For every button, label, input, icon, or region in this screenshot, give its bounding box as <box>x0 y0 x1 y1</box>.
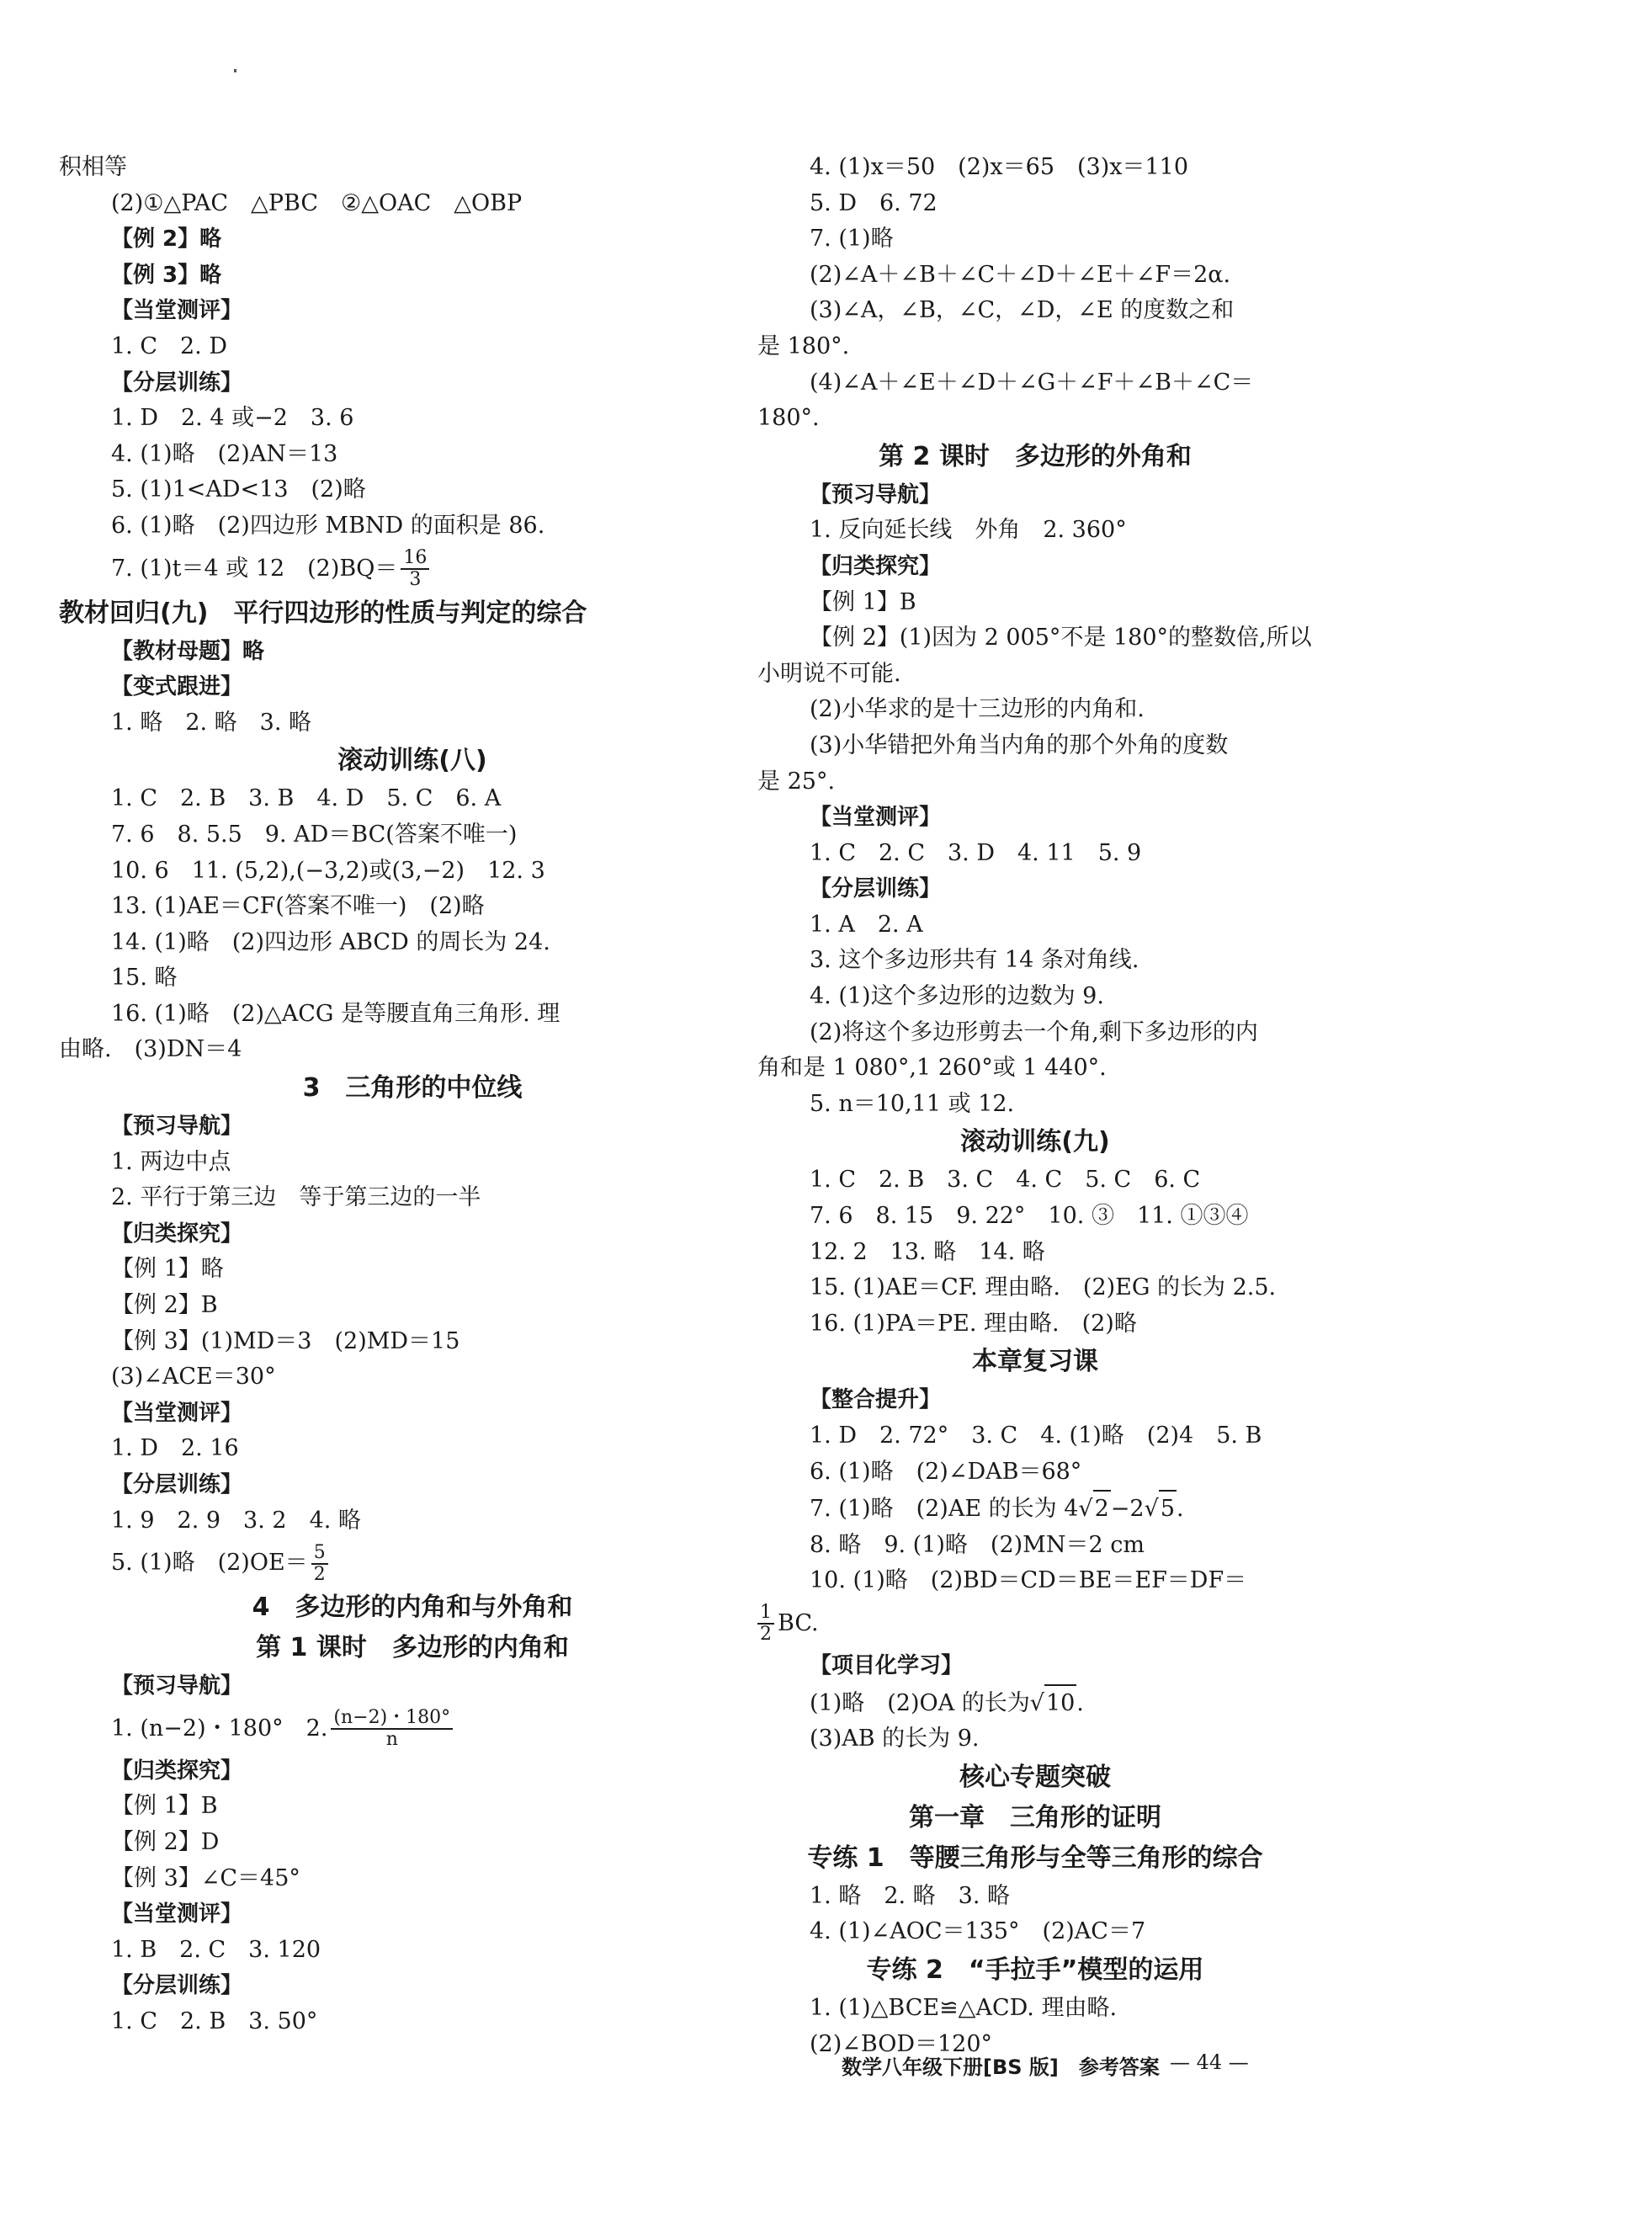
fraction-denominator: 2 <box>313 1563 326 1585</box>
text-line: 积相等 <box>59 154 127 180</box>
section-tag: 【分层训练】 <box>111 1973 243 1999</box>
text-line-with-fraction <box>59 1704 766 1753</box>
text-line: 【例 1】B <box>810 588 916 615</box>
fraction-denominator: 2 <box>760 1624 772 1646</box>
text-line: 1. 两边中点 <box>111 1148 231 1175</box>
sqrt-radicand: 5 <box>1159 1490 1177 1528</box>
text-line: 【例 3】(1)MD＝3 (2)MD＝15 <box>111 1327 460 1354</box>
fraction <box>757 1603 774 1645</box>
section-title: 3 三角形的中位线 <box>302 1073 523 1104</box>
scan-dot <box>234 69 236 72</box>
text-line: 1. C 2. B 3. B 4. D 5. C 6. A <box>111 785 502 812</box>
section-tag: 【变式跟进】 <box>111 674 243 700</box>
text-line: 5. (1)略 (2)OE＝ <box>111 1550 308 1577</box>
section-title: 本章复习课 <box>972 1347 1098 1377</box>
sqrt-radicand: 10 <box>1044 1684 1076 1722</box>
text-line: 1. C 2. B 3. 50° <box>111 2008 318 2034</box>
text-line: 3. 这个多边形共有 14 条对角线. <box>810 947 1139 974</box>
section-tag: 【整合提升】 <box>810 1387 942 1413</box>
text-line: 13. (1)AE＝CF(答案不唯一) (2)略 <box>111 893 485 920</box>
text-line: (2)∠BOD＝120° <box>810 2030 993 2057</box>
text-line: 1. B 2. C 3. 120 <box>111 1936 321 1963</box>
section-tag: 【预习导航】 <box>111 1114 243 1140</box>
text-line-with-fraction <box>757 1599 1313 1648</box>
section-tag: 【预习导航】 <box>810 481 942 508</box>
text-line: 7. 6 8. 15 9. 22° 10. ③ 11. ①③④ <box>810 1203 1249 1230</box>
text-line: 15. 略 <box>111 965 178 992</box>
text-line: 8. 略 9. (1)略 (2)MN＝2 cm <box>810 1531 1145 1558</box>
math-period: . <box>1177 1496 1184 1523</box>
section-tag: 【归类探究】 <box>810 553 942 579</box>
section-tag: 【分层训练】 <box>810 876 942 902</box>
text-line: (2)将这个多边形剪去一个角,剩下多边形的内 <box>810 1018 1258 1045</box>
section-tag: 【分层训练】 <box>111 1472 243 1497</box>
fraction <box>331 1708 453 1750</box>
text-line: 5. n＝10,11 或 12. <box>810 1090 1015 1117</box>
section-tag: 【预习导航】 <box>111 1673 243 1699</box>
text-line: 1. C 2. B 3. C 4. C 5. C 6. C <box>810 1167 1201 1194</box>
drill-title: 专练 1 等腰三角形与全等三角形的综合 <box>807 1843 1263 1873</box>
fraction <box>401 548 429 590</box>
section-title: 滚动训练(九) <box>960 1127 1110 1157</box>
text-line: 10. (1)略 (2)BD＝CD＝BE＝EF＝DF＝ <box>810 1567 1247 1594</box>
text-line: 【例 2】B <box>111 1292 218 1319</box>
footer-title: 数学八年级下册[BS 版] 参考答案 <box>842 2055 1160 2079</box>
text-line: 1. 反向延长线 外角 2. 360° <box>810 517 1127 544</box>
text-line: 4. (1)∠AOC＝135° (2)AC＝7 <box>810 1918 1146 1945</box>
fraction-numerator: 1 <box>757 1603 774 1625</box>
text-line-with-fraction <box>59 545 766 593</box>
text-line: 2. 平行于第三边 等于第三边的一半 <box>111 1184 481 1211</box>
text-line: 7. (1)略 <box>810 226 894 253</box>
section-tag: 【项目化学习】 <box>810 1652 964 1678</box>
text-line: 【例 2】D <box>111 1828 220 1855</box>
text-line: 4. (1)略 (2)AN＝13 <box>111 440 338 467</box>
text-line: 1. 略 2. 略 3. 略 <box>111 709 312 736</box>
text-line: 【例 1】略 <box>111 1256 224 1283</box>
text-line: 180°. <box>757 405 820 432</box>
text-line: 7. (1)t＝4 或 12 (2)BQ＝ <box>111 555 398 582</box>
fraction-denominator: 3 <box>409 569 422 591</box>
text-line: 由略. (3)DN＝4 <box>59 1036 242 1063</box>
text-line: 1. D 2. 72° 3. C 4. (1)略 (2)4 5. B <box>810 1423 1262 1449</box>
section-tag: 【当堂测评】 <box>111 1400 243 1426</box>
text-line: 【例 3】∠C＝45° <box>111 1864 300 1891</box>
subsection-title: 第 2 课时 多边形的外角和 <box>879 441 1192 471</box>
text-line: 12. 2 13. 略 14. 略 <box>810 1238 1045 1265</box>
text-line-with-root: 7. (1)略 (2)AE 的长为 4√2−2√5. <box>757 1490 1313 1528</box>
text-line: BC. <box>778 1609 819 1636</box>
fraction-numerator: 16 <box>401 548 429 570</box>
text-line: 16. (1)PA＝PE. 理由略. (2)略 <box>810 1310 1137 1337</box>
text-line: 1. D 2. 16 <box>111 1435 239 1462</box>
text-line: (4)∠A＋∠E＋∠D＋∠G＋∠F＋∠B＋∠C＝ <box>810 369 1254 396</box>
drill-title: 专练 2 “手拉手”模型的运用 <box>866 1954 1204 1985</box>
text-line: (1)略 (2)OA 的长为 <box>810 1689 1030 1716</box>
text-line: (3)小华错把外角当内角的那个外角的度数 <box>810 731 1229 758</box>
text-line: 角和是 1 080°,1 260°或 1 440°. <box>757 1055 1107 1082</box>
fraction-numerator: (n−2)・180° <box>331 1708 453 1730</box>
fraction-numerator: 5 <box>311 1543 328 1565</box>
text-line: 是 180°. <box>757 332 850 359</box>
section-tag: 【归类探究】 <box>111 1221 243 1247</box>
text-line: 7. (1)略 (2)AE 的长为 4 <box>810 1496 1079 1523</box>
text-line-with-fraction <box>59 1539 766 1587</box>
text-line: 是 25°. <box>757 768 836 795</box>
text-line: 16. (1)略 (2)△ACG 是等腰直角三角形. 理 <box>111 1000 560 1027</box>
section-tag: 【教材母题】略 <box>111 638 265 664</box>
text-line: 小明说不可能. <box>757 660 901 687</box>
example-heading: 【例 3】略 <box>111 262 222 288</box>
text-line: (2)∠A＋∠B＋∠C＋∠D＋∠E＋∠F＝2α. <box>810 261 1231 288</box>
math-period: . <box>1076 1689 1084 1716</box>
section-title: 4 多边形的内角和与外角和 <box>252 1593 573 1623</box>
text-line: 4. (1)x＝50 (2)x＝65 (3)x＝110 <box>810 154 1189 180</box>
text-line: 14. (1)略 (2)四边形 ABCD 的周长为 24. <box>111 928 550 955</box>
fraction-denominator: n <box>385 1729 398 1751</box>
text-line: 【例 2】(1)因为 2 005°不是 180°的整数倍,所以 <box>810 625 1312 651</box>
section-tag: 【归类探究】 <box>111 1758 243 1784</box>
text-line: 5. D 6. 72 <box>810 189 938 216</box>
chapter-title: 第一章 三角形的证明 <box>909 1802 1161 1832</box>
text-line-with-root: (1)略 (2)OA 的长为√10. <box>757 1684 1313 1722</box>
page-number: — 44 — <box>1170 2050 1249 2074</box>
text-line: 5. (1)1<AD<13 (2)略 <box>111 476 366 503</box>
section-tag: 【分层训练】 <box>111 370 243 396</box>
text-line: 15. (1)AE＝CF. 理由略. (2)EG 的长为 2.5. <box>810 1274 1277 1301</box>
text-line: 【例 1】B <box>111 1793 218 1820</box>
example-heading: 【例 2】略 <box>111 226 222 253</box>
sqrt-radicand: 2 <box>1093 1490 1111 1528</box>
section-title: 教材回归(九) 平行四边形的性质与判定的综合 <box>59 598 587 628</box>
text-line: 7. 6 8. 5.5 9. AD＝BC(答案不唯一) <box>111 821 518 848</box>
text-line: 1. D 2. 4 或−2 3. 6 <box>111 405 354 432</box>
text-line: 10. 6 11. (5,2),(−3,2)或(3,−2) 12. 3 <box>111 857 545 884</box>
text-line: 1. C 2. D <box>111 332 227 359</box>
section-tag: 【当堂测评】 <box>111 1901 243 1928</box>
fraction <box>311 1543 328 1585</box>
text-line: (3)∠A，∠B，∠C，∠D，∠E 的度数之和 <box>810 297 1235 324</box>
text-line: (3)AB 的长为 9. <box>810 1726 980 1752</box>
text-line: (2)小华求的是十三边形的内角和. <box>810 696 1145 723</box>
math-operator: −2 <box>1110 1496 1145 1523</box>
text-line: (2)①△PAC △PBC ②△OAC △OBP <box>111 189 523 216</box>
section-tag: 【当堂测评】 <box>111 298 243 324</box>
subsection-title: 第 1 课时 多边形的内角和 <box>256 1633 569 1663</box>
text-line: 6. (1)略 (2)∠DAB＝68° <box>810 1458 1082 1485</box>
text-line: 1. (n−2)・180° 2. <box>111 1715 328 1742</box>
section-tag: 【当堂测评】 <box>810 805 942 831</box>
text-line: 1. C 2. C 3. D 4. 11 5. 9 <box>810 839 1142 866</box>
text-line: 1. A 2. A <box>810 911 923 938</box>
left-column <box>59 150 766 2040</box>
text-line: 1. (1)△BCE≌△ACD. 理由略. <box>810 1994 1118 2021</box>
section-title: 滚动训练(八) <box>337 746 487 776</box>
section-title: 核心专题突破 <box>959 1762 1111 1792</box>
text-line: 1. 略 2. 略 3. 略 <box>810 1882 1011 1909</box>
right-column <box>757 150 1313 2062</box>
text-line: 4. (1)这个多边形的边数为 9. <box>810 983 1104 1010</box>
text-line: (3)∠ACE＝30° <box>111 1364 276 1391</box>
text-line: 6. (1)略 (2)四边形 MBND 的面积是 86. <box>111 512 545 539</box>
text-line: 1. 9 2. 9 3. 2 4. 略 <box>111 1507 361 1534</box>
